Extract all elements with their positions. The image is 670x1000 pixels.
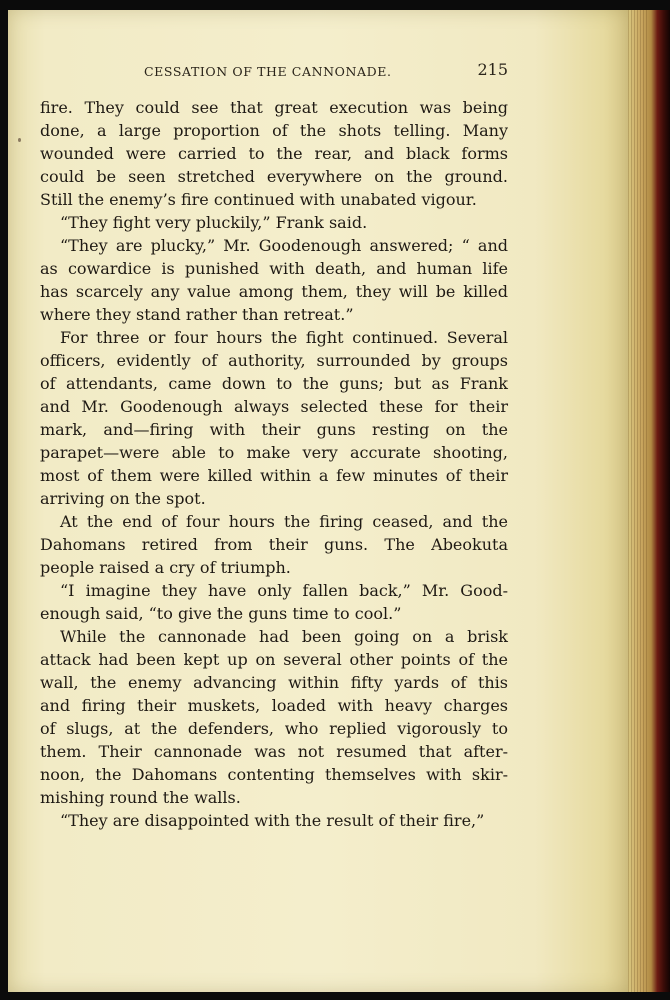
text-line: arriving on the spot. — [40, 489, 206, 508]
text-line: of slugs, at the defenders, who replied vigorously to — [40, 719, 508, 738]
text-line: people raised a cry of triumph. — [40, 558, 291, 577]
text-line: “They are plucky,” Mr. Goodenough answered; “ and — [60, 236, 508, 255]
body-text — [40, 96, 508, 832]
text-line: “I imagine they have only fallen back,” Mr. Good- — [60, 581, 508, 600]
page-header — [40, 54, 508, 84]
text-line: For three or four hours the fight continued. Several — [60, 328, 508, 347]
text-line: most of them were killed within a few minutes of their — [40, 466, 508, 485]
text-line: done, a large proportion of the shots telling. Many — [40, 121, 508, 140]
text-line: and firing their muskets, loaded with heavy charges — [40, 696, 508, 715]
text-line: At the end of four hours the firing ceased, and the — [60, 512, 508, 531]
text-line: as cowardice is punished with death, and human life — [40, 259, 508, 278]
text-line: wounded were carried to the rear, and black forms — [40, 144, 508, 163]
text-line: parapet—were able to make very accurate shooting, — [40, 443, 508, 462]
text-line: officers, evidently of authority, surrounded by groups — [40, 351, 508, 370]
paper-speck — [18, 138, 21, 142]
text-line: Still the enemy’s fire continued with unabated vigour. — [40, 190, 477, 209]
page-number: 215 — [477, 60, 508, 79]
text-line: and Mr. Goodenough always selected these for their — [40, 397, 508, 416]
text-line: “They fight very pluckily,” Frank said. — [60, 213, 368, 232]
text-line: Dahomans retired from their guns. The Abeokuta — [40, 535, 508, 554]
text-line: mark, and—firing with their guns resting on the — [40, 420, 508, 439]
page-edges — [628, 10, 648, 992]
text-line: enough said, “to give the guns time to cool.” — [40, 604, 402, 623]
text-line: has scarcely any value among them, they will be killed — [40, 282, 508, 301]
text-line: could be seen stretched everywhere on the ground. — [40, 167, 508, 186]
text-line: While the cannonade had been going on a brisk — [60, 627, 508, 646]
text-line: them. Their cannonade was not resumed that after- — [40, 742, 508, 761]
running-head: CESSATION OF THE CANNONADE. — [144, 64, 392, 79]
text-line: fire. They could see that great execution was being — [40, 98, 508, 117]
text-line: where they stand rather than retreat.” — [40, 305, 354, 324]
text-line: wall, the enemy advancing within fifty yards of this — [40, 673, 508, 692]
text-line: “They are disappointed with the result of their fire,” — [60, 811, 485, 830]
text-line: attack had been kept up on several other points of the — [40, 650, 508, 669]
text-line: mishing round the walls. — [40, 788, 241, 807]
text-line: noon, the Dahomans contenting themselves with skir- — [40, 765, 508, 784]
text-line: of attendants, came down to the guns; but as Frank — [40, 374, 508, 393]
